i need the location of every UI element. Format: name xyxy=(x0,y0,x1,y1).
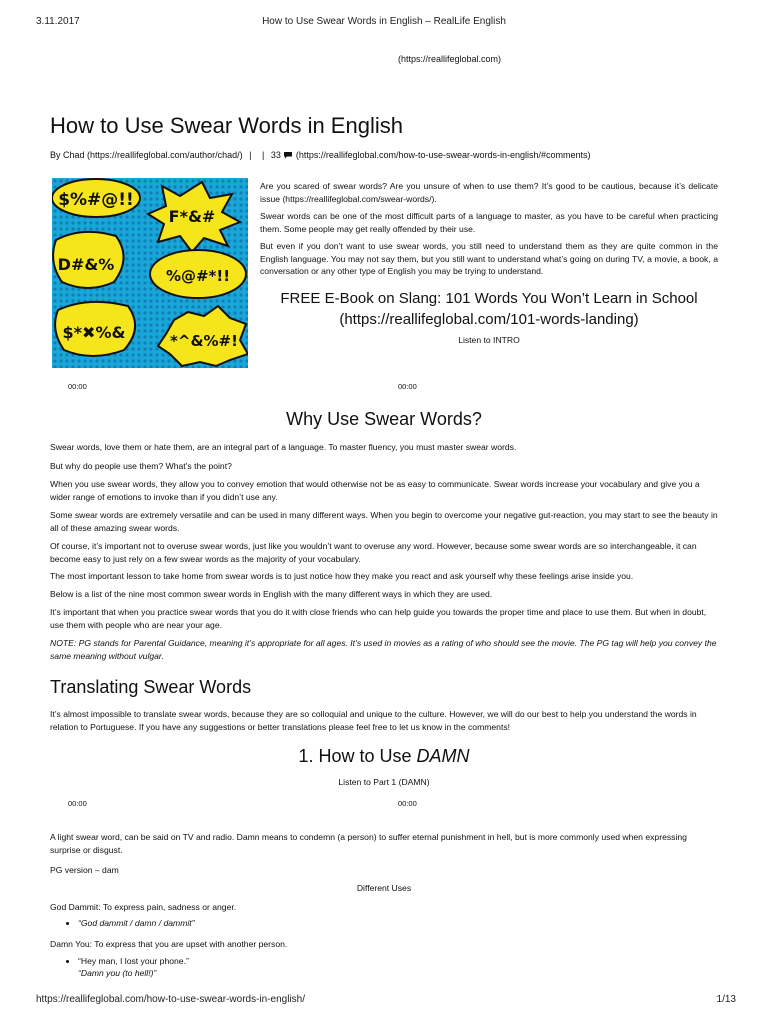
ebook-heading-link[interactable]: FREE E-Book on Slang: 101 Words You Won’t Learn in School (https://reallifeglobal.com/101-words-landing) xyxy=(280,290,698,328)
bubble-text: $*✖%& xyxy=(62,323,126,342)
intro-audio-label: Listen to INTRO xyxy=(458,335,520,345)
comment-count: 33 xyxy=(270,150,281,160)
body-paragraph: It’s almost impossible to translate swear words, because they are so colloquial and unique to the culture. However, we will do our best to help you understand the words in relation to Portuguese. If you have any suggestions or better translations please feel free to let us know in the comments! xyxy=(50,709,697,732)
article-title: How to Use Swear Words in English xyxy=(50,113,403,138)
pg-version: PG version – dam xyxy=(50,865,119,875)
section-heading-why: Why Use Swear Words? xyxy=(286,409,482,429)
byline xyxy=(50,150,591,160)
audio-current-time: 00:00 xyxy=(68,799,87,808)
site-home-link[interactable]: (https://reallifeglobal.com) xyxy=(398,54,502,64)
byline-prefix: By Chad xyxy=(50,150,85,160)
different-uses-label: Different Uses xyxy=(356,883,412,893)
audio-current-time: 00:00 xyxy=(68,382,87,391)
print-date: 3.11.2017 xyxy=(36,16,80,27)
example-item: • “Hey man, I lost your phone.” xyxy=(78,955,738,967)
use-examples xyxy=(50,917,738,929)
intro-paragraph: Are you scared of swear words? Are you unsure of when to use them? It’s good to be cautious, because it’s delicate issue (https://reallifeglobal.com/swear-words/). xyxy=(260,181,718,204)
bubble-text: %@#*!! xyxy=(165,267,231,285)
pg-note: NOTE: PG stands for Parental Guidance, meaning it’s appropriate for all ages. It’s used in movies as a rating of who should see the movie. The PG tag will help you convey the same meaning without vulgar. xyxy=(50,638,717,661)
audio-duration: 00:00 xyxy=(398,382,417,391)
swear-bubbles-image xyxy=(52,178,248,368)
comment-icon xyxy=(283,151,293,159)
section-heading-translating: Translating Swear Words xyxy=(50,677,252,697)
speech-bubble xyxy=(52,179,140,217)
body-paragraph: A light swear word, can be said on TV and radio. Damn means to condemn (a person) to suffer eternal punishment in hell, but is more commonly used when expressing surprise or disgust. xyxy=(50,832,687,855)
heading-keyword: DAMN xyxy=(416,746,470,766)
body-paragraph: It’s important that when you practice swear words that you do it with close friends who can help guide you towards the proper time and place to use them. But when in doubt, use them with people who are near your age. xyxy=(50,607,707,630)
body-paragraph: Of course, it’s important not to overuse swear words, just like you wouldn’t want to overuse any word. However, because some swear words are so interchangeable, it can become easy to just rely on a few swear words as the majority of your vocabulary. xyxy=(50,541,697,564)
damn-audio-label: Listen to Part 1 (DAMN) xyxy=(338,777,430,787)
heading-prefix: 1. How to Use xyxy=(298,746,417,766)
bubble-text: *^&%#! xyxy=(170,332,238,350)
body-paragraph: Some swear words are extremely versatile and can be used in many different ways. When you begin to overcome your negative gut-reaction, you may start to see the beauty in all of these amazing swear words. xyxy=(50,510,718,533)
use-label: Damn You: To express that you are upset with another person. xyxy=(50,939,288,949)
speech-bubble xyxy=(150,250,246,298)
use-examples xyxy=(50,955,738,979)
intro-paragraph: Swear words can be one of the most difficult parts of a language to master, as you have to be careful when practicing them. Some people may get really offended by their use. xyxy=(260,211,718,234)
body-paragraph: But why do people use them? What’s the point? xyxy=(50,461,232,471)
print-page-number: 1/13 xyxy=(716,994,736,1005)
audio-duration: 00:00 xyxy=(398,799,417,808)
intro-paragraph: But even if you don’t want to use swear words, you still need to understand them as they are quite common in the English language. You may not say them, but you still want to understand what’s going on during TV, a movie, a book, a conversation or any other type of English you may be trying to understand. xyxy=(260,241,718,276)
body-paragraph: The most important lesson to take home from swear words is to just notice how they make you react and ask yourself why these feelings arise inside you. xyxy=(50,571,634,581)
speech-bubble xyxy=(53,232,123,288)
bubble-text: $%#@!! xyxy=(58,190,134,210)
body-paragraph: When you use swear words, they allow you to convey emotion that would otherwise not be as easy to communicate. Swear words increase your vocabulary and give you a wider range of emotions to invoke than if you didn’t use any. xyxy=(50,479,700,502)
byline-separator: | xyxy=(249,150,252,160)
author-link[interactable]: (https://reallifeglobal.com/author/chad/) xyxy=(87,150,243,160)
byline-separator: | xyxy=(262,150,265,160)
use-label: God Dammit: To express pain, sadness or anger. xyxy=(50,902,237,912)
body-paragraph: Below is a list of the nine most common swear words in English with the many different ways in which they are used. xyxy=(50,589,493,599)
section-heading-damn xyxy=(50,746,718,767)
print-title: How to Use Swear Words in English – RealLife English xyxy=(262,16,506,27)
bubble-text: F*&# xyxy=(168,207,216,226)
body-paragraph: Swear words, love them or hate them, are an integral part of a language. To master fluency, you must master swear words. xyxy=(50,442,517,452)
example-item: “Damn you (to hell!)” xyxy=(78,968,157,978)
speech-bubble xyxy=(55,302,135,356)
example-item: • “God dammit / damn / dammit” xyxy=(78,917,738,929)
bubble-text: D#&% xyxy=(57,255,115,274)
print-footer-url: https://reallifeglobal.com/how-to-use-swear-words-in-english/ xyxy=(36,994,305,1005)
comments-link[interactable]: (https://reallifeglobal.com/how-to-use-swear-words-in-english/#comments) xyxy=(295,150,591,160)
